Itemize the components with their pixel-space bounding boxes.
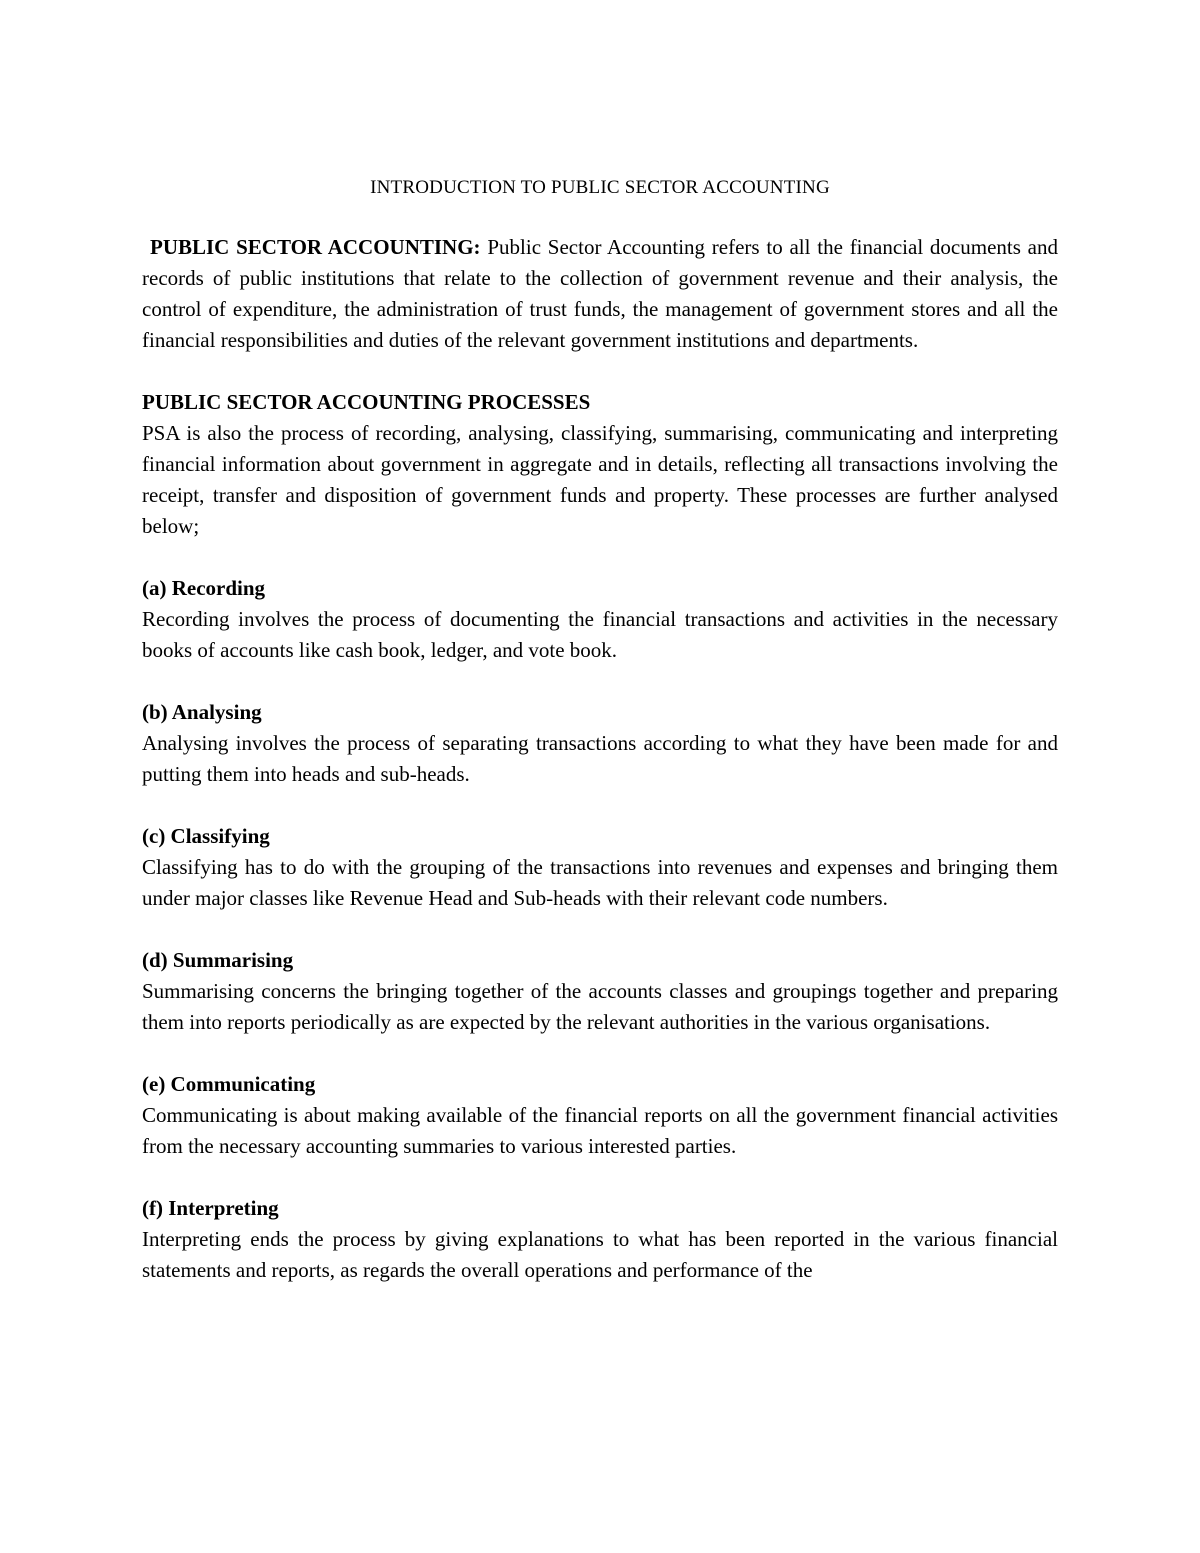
- section-summarising: [142, 945, 1058, 1038]
- section-classifying: [142, 821, 1058, 914]
- intro-paragraph: [142, 232, 1058, 356]
- section-text: Summarising concerns the bringing together of the accounts classes and groupings together and preparing them into reports periodically as are expected by the relevant authorities in the various organisations.: [142, 979, 1058, 1034]
- section-analysing: [142, 697, 1058, 790]
- section-text: Recording involves the process of documenting the financial transactions and activities in the necessary books of accounts like cash book, ledger, and vote book.: [142, 607, 1058, 662]
- section-heading: (d) Summarising: [142, 948, 294, 972]
- intro-lead: PUBLIC SECTOR ACCOUNTING:: [150, 235, 481, 259]
- section-text: Interpreting ends the process by giving explanations to what has been reported in the various financial statements and reports, as regards the overall operations and performance of the: [142, 1227, 1058, 1282]
- section-heading: (c) Classifying: [142, 824, 270, 848]
- section-recording: [142, 573, 1058, 666]
- section-communicating: [142, 1069, 1058, 1162]
- document-body: [142, 172, 1058, 1286]
- intro-text: Public Sector Accounting refers to all the financial documents and records of public institutions that relate to the collection of government revenue and their analysis, the control of expenditure, the administration of trust funds, the management of government stores and all the financial responsibilities and duties of the relevant government institutions and departments.: [142, 235, 1059, 352]
- section-text: Communicating is about making available of the financial reports on all the government financial activities from the necessary accounting summaries to various interested parties.: [142, 1103, 1058, 1158]
- section-text: Analysing involves the process of separating transactions according to what they have been made for and putting them into heads and sub-heads.: [142, 731, 1058, 786]
- section-interpreting: [142, 1193, 1058, 1286]
- processes-section: [142, 387, 1058, 542]
- section-heading: (a) Recording: [142, 576, 266, 600]
- section-text: Classifying has to do with the grouping of the transactions into revenues and expenses and bringing them under major classes like Revenue Head and Sub-heads with their relevant code numbers.: [142, 855, 1058, 910]
- section-heading: (e) Communicating: [142, 1072, 316, 1096]
- processes-heading: PUBLIC SECTOR ACCOUNTING PROCESSES: [142, 390, 591, 414]
- processes-text: PSA is also the process of recording, analysing, classifying, summarising, communicating and interpreting financial information about government in aggregate and in details, reflecting all transactions involving the receipt, transfer and disposition of government funds and property. These processes are further analysed below;: [142, 421, 1058, 538]
- section-heading: (b) Analysing: [142, 700, 262, 724]
- section-heading: (f) Interpreting: [142, 1196, 279, 1220]
- document-title: INTRODUCTION TO PUBLIC SECTOR ACCOUNTING: [370, 177, 830, 198]
